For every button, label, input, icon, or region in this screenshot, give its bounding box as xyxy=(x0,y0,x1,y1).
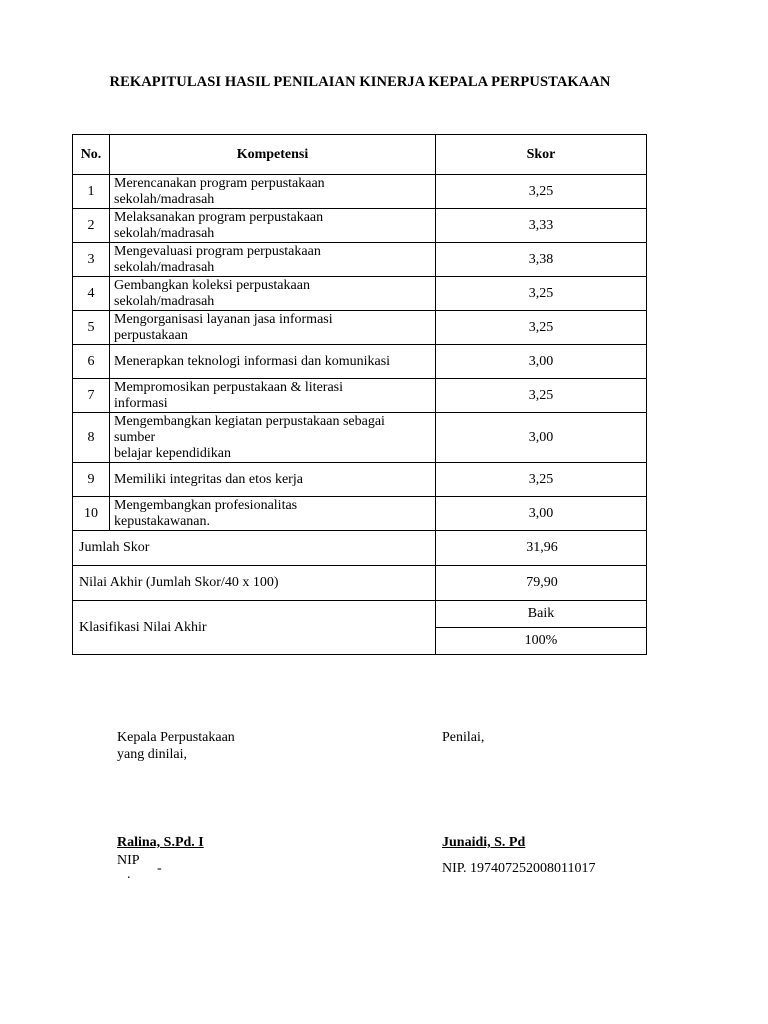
table-row xyxy=(73,413,647,463)
kompetensi-line: Mengembangkan kegiatan perpustakaan sebagai xyxy=(114,413,385,429)
jumlah-label: Jumlah Skor xyxy=(73,531,436,566)
kompetensi-line: Mengembangkan profesionalitas xyxy=(114,497,298,513)
row-no: 2 xyxy=(73,209,110,243)
row-skor: 3,00 xyxy=(436,497,647,531)
row-no: 10 xyxy=(73,497,110,531)
table-row xyxy=(73,311,647,345)
jumlah-row xyxy=(73,531,647,566)
row-skor: 3,25 xyxy=(436,175,647,209)
row-skor: 3,25 xyxy=(436,311,647,345)
row-no: 1 xyxy=(73,175,110,209)
row-skor: 3,25 xyxy=(436,463,647,497)
table-row xyxy=(73,243,647,277)
kompetensi-line: perpustakaan xyxy=(114,327,188,343)
kompetensi-line: Merencanakan program perpustakaan xyxy=(114,175,325,191)
kompetensi-line: sumber xyxy=(114,429,156,445)
table-row xyxy=(73,497,647,531)
row-skor: 3,00 xyxy=(436,345,647,379)
kompetensi-line: informasi xyxy=(114,395,168,411)
row-no: 7 xyxy=(73,379,110,413)
row-kompetensi xyxy=(110,379,436,413)
row-no: 5 xyxy=(73,311,110,345)
row-no: 6 xyxy=(73,345,110,379)
score-table xyxy=(72,134,647,655)
nilai-label: Nilai Akhir (Jumlah Skor/40 x 100) xyxy=(73,566,436,601)
right-nip: NIP. 197407252008011017 xyxy=(442,861,596,876)
header-no: No. xyxy=(73,135,110,175)
document-title: REKAPITULASI HASIL PENILAIAN KINERJA KEPALA PERPUSTAKAAN xyxy=(109,74,611,90)
table-row xyxy=(73,379,647,413)
row-skor: 3,25 xyxy=(436,379,647,413)
kompetensi-line: Gembangkan koleksi perpustakaan xyxy=(114,277,310,293)
klasifikasi-row xyxy=(73,601,647,628)
header-skor: Skor xyxy=(436,135,647,175)
left-signer-name: Ralina, S.Pd. I xyxy=(117,835,204,850)
nilai-row xyxy=(73,566,647,601)
row-skor: 3,00 xyxy=(436,413,647,463)
kompetensi-line: belajar kependidikan xyxy=(114,445,232,461)
klasifikasi-value: Baik xyxy=(436,601,647,628)
klasifikasi-percent: 100% xyxy=(436,628,647,655)
row-kompetensi xyxy=(110,345,436,379)
kompetensi-line: Mengevaluasi program perpustakaan xyxy=(114,243,321,259)
row-kompetensi xyxy=(110,311,436,345)
row-no: 9 xyxy=(73,463,110,497)
table-header-row xyxy=(73,135,647,175)
kompetensi-line: sekolah/madrasah xyxy=(114,191,215,207)
kompetensi-line: Menerapkan teknologi informasi dan komunikasi xyxy=(114,353,391,369)
klasifikasi-label: Klasifikasi Nilai Akhir xyxy=(73,601,436,655)
header-kompetensi: Kompetensi xyxy=(110,135,436,175)
row-no: 4 xyxy=(73,277,110,311)
table-row xyxy=(73,175,647,209)
kompetensi-line: sekolah/madrasah xyxy=(114,293,215,309)
row-kompetensi xyxy=(110,497,436,531)
right-signer-name: Junaidi, S. Pd xyxy=(442,835,526,850)
row-skor: 3,25 xyxy=(436,277,647,311)
table-row xyxy=(73,209,647,243)
left-nip-dot: . xyxy=(127,867,131,882)
right-signature-role: Penilai, xyxy=(442,730,485,745)
table-row xyxy=(73,277,647,311)
table-row xyxy=(73,463,647,497)
row-skor: 3,33 xyxy=(436,209,647,243)
nilai-value: 79,90 xyxy=(436,566,647,601)
row-no: 3 xyxy=(73,243,110,277)
row-no: 8 xyxy=(73,413,110,463)
kompetensi-line: Mengorganisasi layanan jasa informasi xyxy=(114,311,333,327)
kompetensi-line: kepustakawanan. xyxy=(114,513,211,529)
kompetensi-line: sekolah/madrasah xyxy=(114,225,215,241)
left-role-line: Kepala Perpustakaan xyxy=(117,730,235,745)
left-nip-label: NIP xyxy=(117,853,140,868)
row-skor: 3,38 xyxy=(436,243,647,277)
jumlah-value: 31,96 xyxy=(436,531,647,566)
left-signature-role xyxy=(117,729,235,763)
kompetensi-line: Melaksanakan program perpustakaan xyxy=(114,209,324,225)
row-kompetensi xyxy=(110,277,436,311)
kompetensi-line: Mempromosikan perpustakaan & literasi xyxy=(114,379,343,395)
left-nip-dash: - xyxy=(157,861,162,876)
row-kompetensi xyxy=(110,209,436,243)
kompetensi-line: sekolah/madrasah xyxy=(114,259,215,275)
row-kompetensi xyxy=(110,413,436,463)
row-kompetensi xyxy=(110,175,436,209)
kompetensi-line: Memiliki integritas dan etos kerja xyxy=(114,471,303,487)
table-row xyxy=(73,345,647,379)
left-role-line: yang dinilai, xyxy=(117,747,187,762)
row-kompetensi xyxy=(110,243,436,277)
row-kompetensi xyxy=(110,463,436,497)
